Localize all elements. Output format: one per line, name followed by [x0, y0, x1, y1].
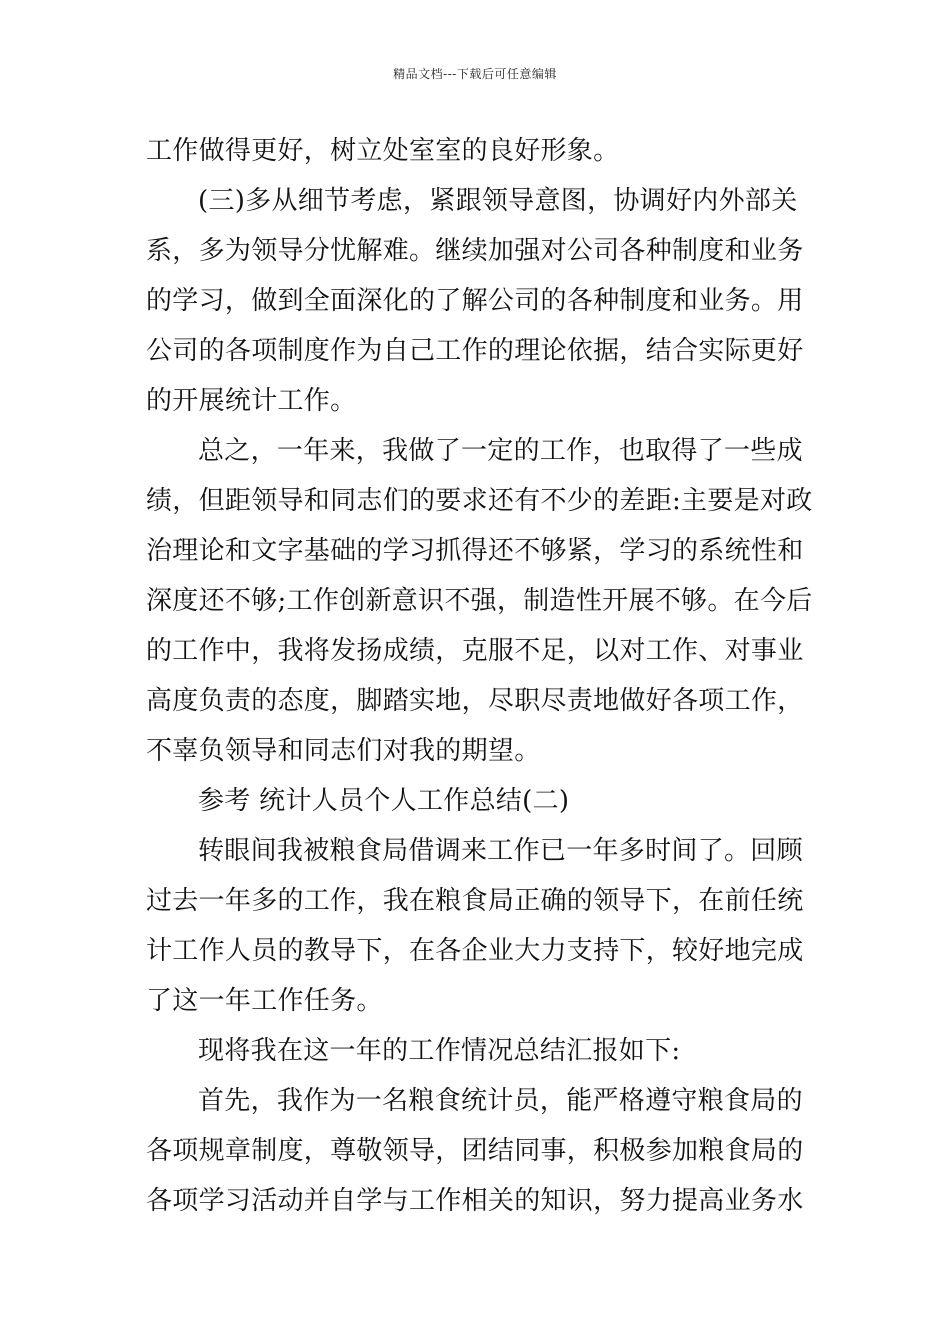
text-line: 系，多为领导分忧解难。继续加强对公司各种制度和业务	[146, 236, 804, 266]
text-line: 工作做得更好，树立处室室的良好形象。	[146, 136, 620, 166]
paragraph-start-line: 转眼间我被粮食局借调来工作已一年多时间了。回顾	[198, 836, 803, 866]
text-line: 各项学习活动并自学与工作相关的知识，努力提高业务水	[146, 1186, 804, 1216]
text-line: 高度负责的态度，脚踏实地，尽职尽责地做好各项工作，	[146, 686, 804, 716]
text-line: 深度还不够;工作创新意识不强，制造性开展不够。在今后	[146, 586, 813, 616]
section-heading: 参考 统计人员个人工作总结(二)	[198, 786, 570, 816]
text-line: 治理论和文字基础的学习抓得还不够紧，学习的系统性和	[146, 536, 804, 566]
text-line: 过去一年多的工作，我在粮食局正确的领导下，在前任统	[146, 886, 804, 916]
text-line: 各项规章制度，尊敬领导，团结同事，积极参加粮食局的	[146, 1136, 804, 1166]
text-line: 公司的各项制度作为自己工作的理论依据，结合实际更好	[146, 336, 804, 366]
page-header-watermark: 精品文档---下载后可任意编辑	[393, 67, 557, 81]
text-line: 计工作人员的教导下，在各企业大力支持下，较好地完成	[146, 936, 804, 966]
paragraph-start-line: 现将我在这一年的工作情况总结汇报如下:	[198, 1036, 681, 1066]
paragraph-start-line: 总之，一年来，我做了一定的工作，也取得了一些成	[198, 436, 803, 466]
text-line: 的学习，做到全面深化的了解公司的各种制度和业务。用	[146, 286, 804, 316]
text-line: 的开展统计工作。	[146, 386, 357, 416]
paragraph-start-line: 首先，我作为一名粮食统计员，能严格遵守粮食局的	[198, 1086, 803, 1116]
text-line: 的工作中，我将发扬成绩，克服不足，以对工作、对事业	[146, 636, 804, 666]
text-line: 了这一年工作任务。	[146, 986, 383, 1016]
text-line: 绩，但距领导和同志们的要求还有不少的差距:主要是对政	[146, 486, 813, 516]
paragraph-start-line: (三)多从细节考虑，紧跟领导意图，协调好内外部关	[198, 186, 798, 216]
text-line: 不辜负领导和同志们对我的期望。	[146, 736, 541, 766]
